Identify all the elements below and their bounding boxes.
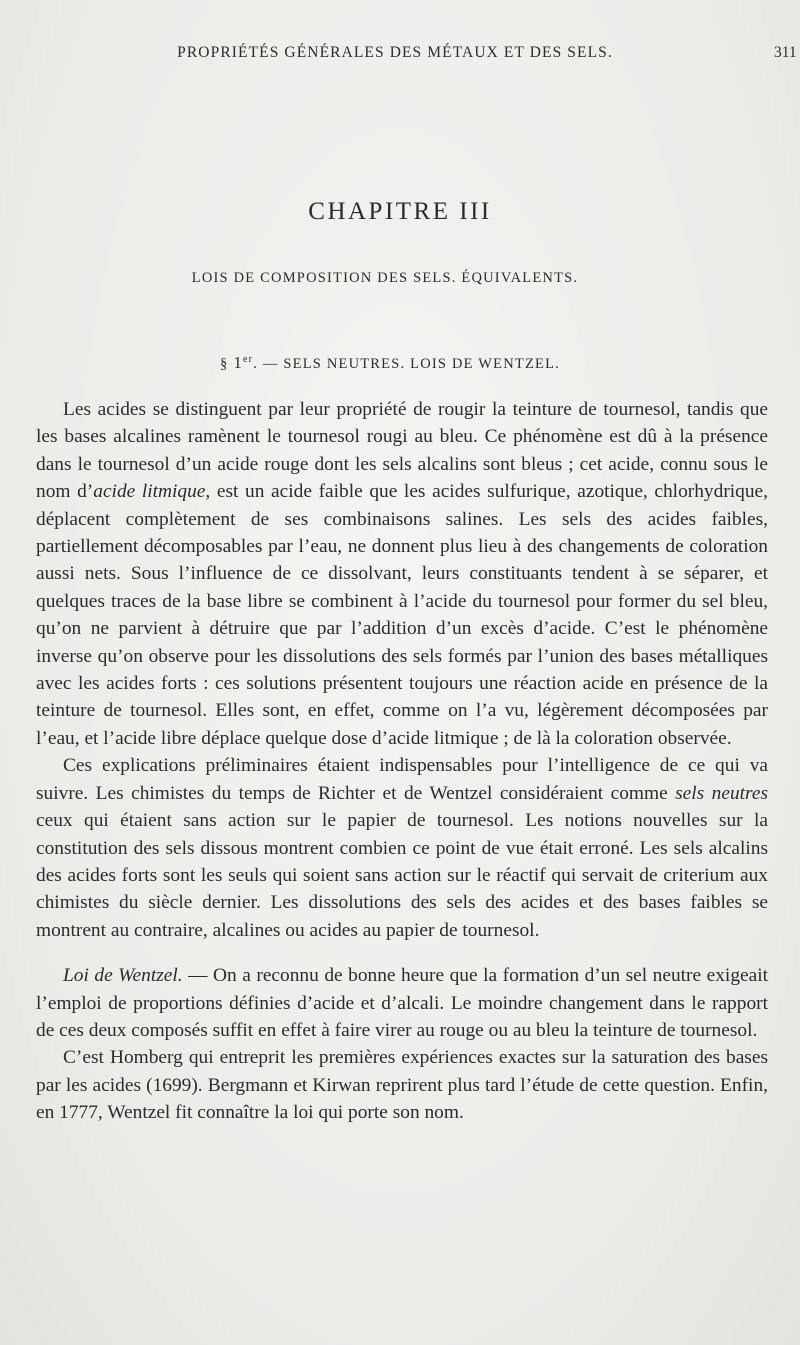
- section-heading: [0, 353, 780, 373]
- chapter-title: CHAPITRE III: [308, 198, 492, 225]
- section-mark: §: [220, 356, 229, 372]
- italic-heading: Loi de Wentzel.: [63, 965, 183, 987]
- section-number-suffix: er: [243, 354, 254, 366]
- section-number: 1: [233, 353, 244, 372]
- italic-term: acide litmique: [93, 481, 206, 503]
- paragraph: Ces explications préliminaires étaient indispensables pour l’intelligence de ce qui va suivre. Les chimistes du temps de Richter et de Wentzel considéraient comme sels neutres ceux qui étaient sans action sur le papier de tournesol. Les notions nouvelles sur la constitution des sels dissous montrent combien ce point de vue était erroné. Les sels alcalins des acides forts sont les seuls qui soient sans action sur le réactif qui servait de criterium aux chimistes du siècle dernier. Les dissolutions des sels des acides et des bases faibles se montrent au contraire, alcalines ou acides au papier de tournesol.: [36, 755, 769, 941]
- running-head: PROPRIÉTÉS GÉNÉRALES DES MÉTAUX ET DES SELS.: [177, 44, 613, 61]
- paragraph: Loi de Wentzel. — On a reconnu de bonne heure que la formation d’un sel neutre exigeait l’emploi de proportions définies d’acide et d’alcali. Le moindre changement dans le rapport de ces deux composés suffit en effet à faire virer au rouge ou au bleu la teinture de tournesol.: [36, 965, 769, 1041]
- paragraph: Les acides se distinguent par leur propriété de rougir la teinture de tournesol, tandis que les bases alcalines ramènent le tournesol rougi au bleu. Ce phénomène est dû à la présence dans le tournesol d’un acide rouge dont les sels alcalins sont bleus ; cet acide, connu sous le nom d’acide litmique, est un acide faible que les acides sulfurique, azotique, chlorhydrique, déplacent complètement de ses combinaisons salines. Les sels des acides faibles, partiellement décomposables par l’eau, ne donnent plus lieu à des changements de coloration aussi nets. Sous l’influence de ce dissolvant, leurs constituants tendent à se séparer, et quelques traces de la base libre se combinent à l’acide du tournesol pour former du sel bleu, qu’on ne parvient à détruire que par l’addition d’un excès d’acide. C’est le phénomène inverse qu’on observe pour les dissolutions des sels formés par l’union des bases métalliques avec les acides forts : ces solutions présentent toujours une réaction acide en présence de la teinture de tournesol. Elles sont, en effet, comme on l’a vu, légèrement décomposées par l’eau, et l’acide libre déplace quelque dose d’acide litmique ; de là la coloration observée.: [36, 399, 769, 749]
- body-text: [36, 396, 768, 1127]
- page-number: 311: [774, 44, 797, 61]
- italic-term: sels neutres: [675, 782, 769, 804]
- paragraph: C’est Homberg qui entreprit les premières expériences exactes sur la saturation des bases par les acides (1699). Bergmann et Kirwan reprirent plus tard l’étude de cette question. Enfin, en 1777, Wentzel fit connaître la loi qui porte son nom.: [36, 1047, 768, 1124]
- section-title: . — SELS NEUTRES. LOIS DE WENTZEL.: [253, 356, 560, 372]
- chapter-subtitle: LOIS DE COMPOSITION DES SELS. ÉQUIVALENTS.: [191, 270, 579, 286]
